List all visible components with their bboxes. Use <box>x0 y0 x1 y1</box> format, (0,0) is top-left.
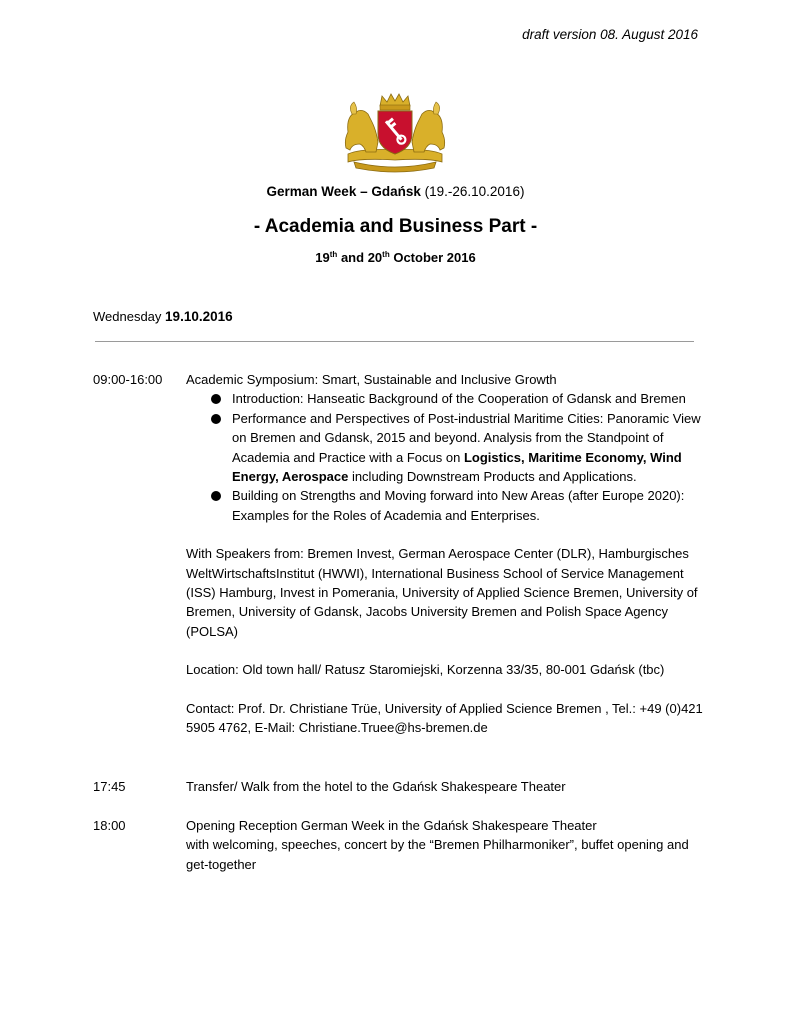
list-item <box>186 486 706 525</box>
bremen-coat-of-arms-icon <box>342 92 448 176</box>
list-item <box>186 389 706 408</box>
dates-and: and <box>340 250 365 265</box>
speakers-text: With Speakers from: Bremen Invest, German Aerospace Center (DLR), Hamburgisches WeltWirtschaftsInstitut (HWWI), International Business School of Service Management (ISS) Hamburg, Invest in Pomerania, University of Applied Science Bremen, University of Bremen, University of Gdansk, Jacobs University Bremen and Polish Space Agency (POLSA) <box>186 546 698 639</box>
schedule-entry <box>186 370 706 738</box>
schedule-time: 18:00 <box>93 818 126 833</box>
location-text: Location: Old town hall/ Ratusz Staromiejski, Korzenna 33/35, 80-001 Gdańsk (tbc) <box>186 662 665 678</box>
topic-list <box>186 389 706 525</box>
dates-line <box>0 250 791 265</box>
day2-suffix: th <box>382 250 390 259</box>
bullet-icon <box>211 414 221 424</box>
draft-version-note: draft version 08. August 2016 <box>522 27 698 42</box>
bullet-icon <box>211 394 221 404</box>
schedule-entry <box>186 777 706 796</box>
topic-3: Building on Strengths and Moving forward into New Areas (after Europe 2020): Examples for the Roles of Academia and Enterprises. <box>232 488 685 523</box>
contact-text: Contact: Prof. Dr. Christiane Trüe, University of Applied Science Bremen , Tel.: +49 (0)421 5905 4762, E-Mail: Christiane.Truee@hs-bremen.de <box>186 700 703 736</box>
reception-title: Opening Reception German Week in the Gdańsk Shakespeare Theater <box>186 818 597 833</box>
transfer-text: Transfer/ Walk from the hotel to the Gdańsk Shakespeare Theater <box>186 779 566 794</box>
weekday: Wednesday <box>93 309 162 324</box>
schedule-time: 17:45 <box>93 779 126 794</box>
event-name: German Week – Gdańsk <box>266 184 421 199</box>
topic-2-intro: Performance and Perspectives of Post-industrial Maritime Cities: Panoramic View on Bremen and Gdansk, 2015 and beyond. Analysis from the Standpoint of Academia and Practice with a Focus on <box>232 410 701 465</box>
day-date: 19.10.2016 <box>165 309 233 324</box>
day1-suffix: th <box>329 250 338 259</box>
topic-2-focus: Logistics, Maritime Economy, Wind Energy, Aerospace <box>232 449 682 485</box>
day1: 19 <box>315 250 330 265</box>
reception-details: with welcoming, speeches, concert by the “Bremen Philharmoniker”, buffet opening and get-together <box>186 837 689 872</box>
list-item <box>186 409 706 487</box>
page-title: - Academia and Business Part - <box>253 216 538 237</box>
topic-1: Introduction: Hanseatic Background of the Cooperation of Gdansk and Bremen <box>232 391 686 407</box>
day-heading <box>93 309 233 324</box>
divider <box>95 341 694 342</box>
bullet-icon <box>211 491 221 501</box>
day2: 20 <box>367 250 383 265</box>
schedule-time: 09:00-16:00 <box>93 372 163 387</box>
event-subtitle <box>0 184 791 199</box>
event-dates: (19.-26.10.2016) <box>424 184 525 199</box>
symposium-title: Academic Symposium: Smart, Sustainable and Inclusive Growth <box>186 372 557 387</box>
month-year: October 2016 <box>393 250 476 265</box>
topic-2-end: including Downstream Products and Applications. <box>348 469 637 485</box>
schedule-entry <box>186 816 706 874</box>
